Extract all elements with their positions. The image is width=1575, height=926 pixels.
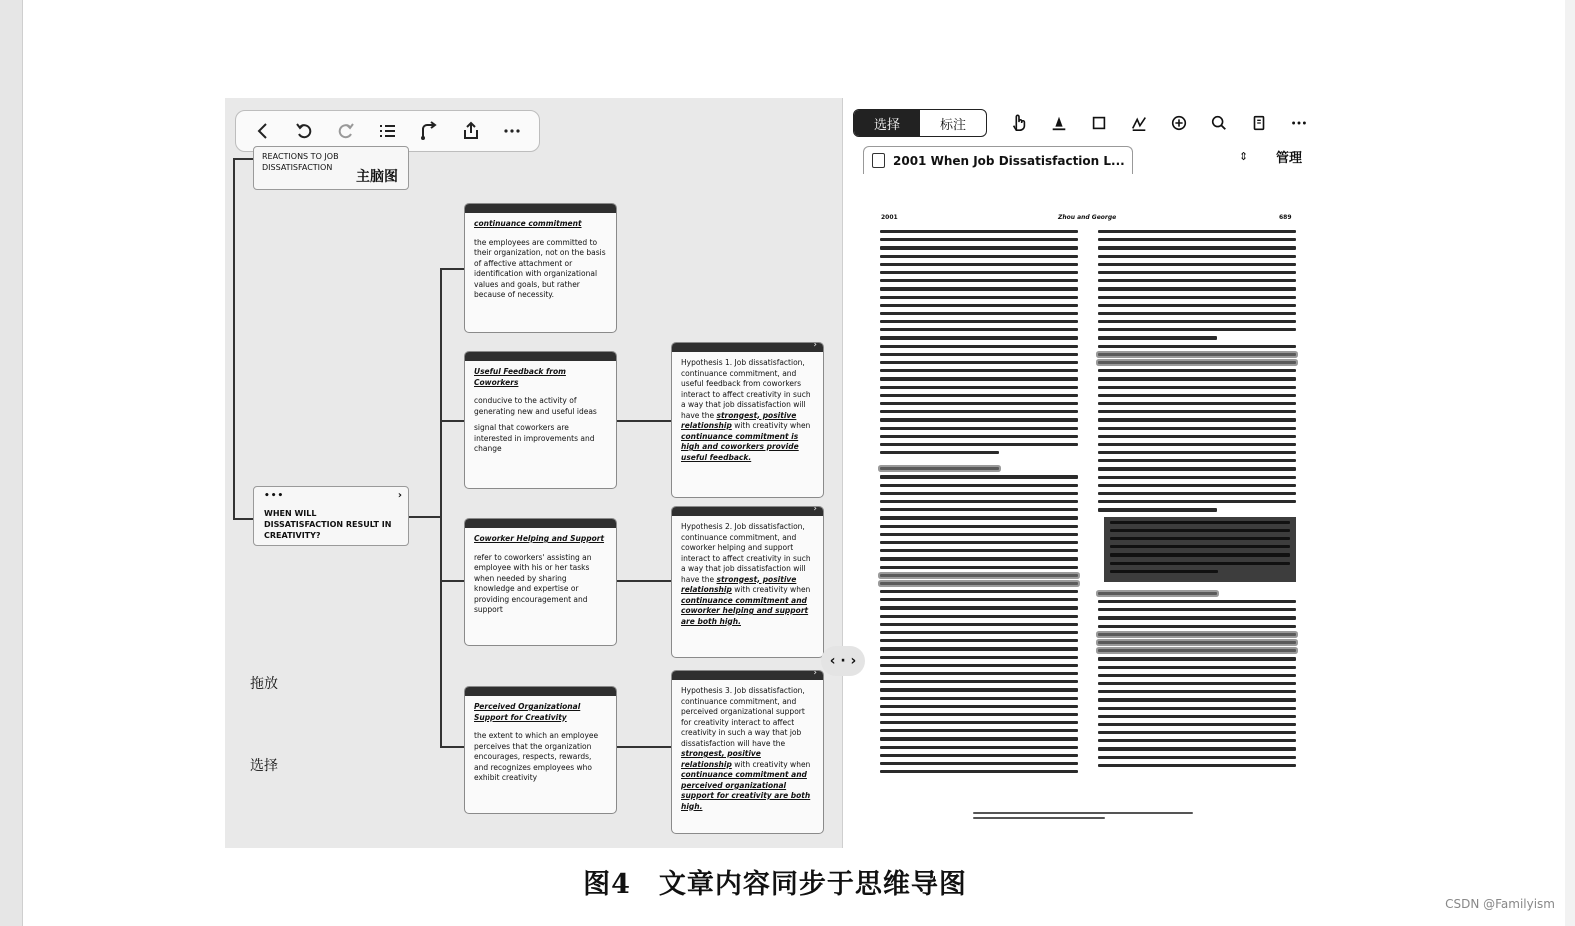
hypothesis-card[interactable] [671, 342, 824, 498]
card-title: Useful Feedback from Coworkers [474, 367, 566, 387]
branch-icon[interactable] [414, 116, 444, 146]
mode-switch [853, 109, 987, 137]
concept-card[interactable] [464, 203, 617, 333]
connector-line [617, 580, 671, 582]
card-header-bar [672, 671, 823, 680]
crop-icon[interactable] [1079, 109, 1119, 137]
node-menu-dots[interactable]: ••• [264, 491, 285, 501]
card-text: conducive to the activity of generating new and useful ideas [474, 396, 597, 416]
card-text: refer to coworkers' assisting an employee with his or her tasks when needed by sharing knowledge and expertise or providing encouragement and support [474, 552, 592, 614]
share-icon[interactable] [456, 116, 486, 146]
mindmap-branch-node[interactable] [253, 486, 409, 546]
connector-line [440, 420, 464, 422]
drag-drop-label[interactable]: 拖放 [250, 676, 278, 692]
card-header-bar [672, 343, 823, 352]
back-icon[interactable] [248, 116, 278, 146]
manage-button[interactable]: 管理 [1276, 151, 1303, 166]
page-header-center: Zhou and George [1058, 214, 1117, 221]
root-node-text: REACTIONS TO JOB DISSATISFACTION [262, 152, 339, 172]
pdf-text-column-right [1098, 230, 1296, 772]
hypothesis-text: Hypothesis 2. Job dissatisfaction, continuance commitment, and coworker helping and support interact to affect creativity in such a way that job dissatisfaction will have the strongest, positive relationship with creativity when continuance commitment and coworker helping and support are both high. [681, 522, 811, 626]
list-icon[interactable] [372, 116, 402, 146]
hypothesis-card[interactable] [671, 670, 824, 834]
connector-line [233, 158, 253, 160]
card-header-bar [672, 507, 823, 516]
page-header-right: 689 [1279, 214, 1292, 221]
hypothesis-card[interactable] [671, 506, 824, 658]
document-icon [872, 153, 885, 168]
document-tab[interactable] [863, 146, 1133, 174]
card-expand-icon[interactable]: › [813, 670, 817, 678]
connector-line [440, 268, 442, 748]
node-expand-icon[interactable]: › [397, 490, 402, 501]
card-expand-icon[interactable]: › [813, 506, 817, 514]
card-text: the employees are committed to their organization, not on the basis of affective attachment or identification with organizational values and goals, but rather because of necessity. [474, 237, 606, 299]
connector-line [440, 580, 464, 582]
hand-icon[interactable] [999, 109, 1039, 137]
card-text: signal that coworkers are interested in improvements and change [474, 423, 595, 453]
figure-screenshot [225, 98, 1325, 848]
mindmap-root-node[interactable] [253, 146, 409, 190]
card-header-bar [465, 519, 616, 528]
document-title: 2001 When Job Dissatisfaction L... [893, 153, 1125, 168]
pdf-footer-note [973, 812, 1193, 822]
card-title: continuance commitment [474, 219, 582, 228]
mode-select-button[interactable]: 选择 [854, 110, 920, 136]
more-icon[interactable] [1279, 109, 1319, 137]
mindmap-pane [225, 98, 842, 848]
connector-line [233, 518, 253, 520]
select-label[interactable]: 选择 [250, 758, 278, 774]
pdf-text-column-left [880, 230, 1078, 778]
concept-card[interactable] [464, 518, 617, 646]
concept-card[interactable] [464, 686, 617, 814]
window-right-gutter [1565, 0, 1575, 926]
watermark: CSDN @Familyism [1445, 897, 1555, 911]
ocr-icon[interactable] [1159, 109, 1199, 137]
card-text: the extent to which an employee perceives that the organization encourages, respects, rewards, and recognizes employees who exhibit creativity [474, 731, 599, 782]
search-icon[interactable] [1199, 109, 1239, 137]
connector-line [409, 516, 441, 518]
branch-node-text: WHEN WILL DISSATISFACTION RESULT IN CREATIVITY? [264, 509, 392, 540]
sort-icon[interactable]: ⇕ [1239, 150, 1249, 163]
highlighted-hypothesis-block[interactable] [1104, 517, 1296, 582]
connector-line [440, 746, 464, 748]
highlighter-icon[interactable] [1039, 109, 1079, 137]
connector-line [440, 268, 464, 270]
card-header-bar [465, 204, 616, 213]
mode-annotate-button[interactable]: 标注 [939, 117, 966, 133]
card-header-bar [465, 352, 616, 361]
connector-line [617, 746, 671, 748]
redo-icon[interactable] [331, 116, 361, 146]
pane-swap-handle[interactable]: ‹ · › [821, 646, 865, 676]
reader-toolbar [853, 106, 1323, 140]
concept-card[interactable] [464, 351, 617, 489]
hypothesis-text: Hypothesis 1. Job dissatisfaction, continuance commitment, and useful feedback from coworkers interact to affect creativity in such a way that job dissatisfaction will have the strongest, positive relationship with creativity when continuance commitment is high and coworkers provide useful feedback. [681, 358, 811, 462]
hypothesis-text: Hypothesis 3. Job dissatisfaction, continuance commitment, and perceived organizational support for creativity interact to affect creativity in such a way that job dissatisfaction will have the strongest, positive relationship with creativity when continuance commitment and perceived organizational support for creativity are both high. [681, 686, 811, 811]
figure-caption: 图4 文章内容同步于思维导图 [583, 869, 967, 900]
signature-icon[interactable] [1119, 109, 1159, 137]
bookmark-icon[interactable] [1239, 109, 1279, 137]
pdf-reader-pane [842, 98, 1326, 848]
page-header-left: 2001 [881, 214, 898, 221]
card-title: Coworker Helping and Support [474, 534, 605, 543]
root-node-label: 主脑图 [356, 169, 398, 185]
connector-line [233, 158, 235, 520]
more-icon[interactable] [497, 116, 527, 146]
window-left-gutter [0, 0, 23, 926]
card-expand-icon[interactable]: › [813, 342, 817, 350]
card-header-bar [465, 687, 616, 696]
card-title: Perceived Organizational Support for Creativity [474, 702, 581, 722]
connector-line [617, 420, 671, 422]
undo-icon[interactable] [289, 116, 319, 146]
